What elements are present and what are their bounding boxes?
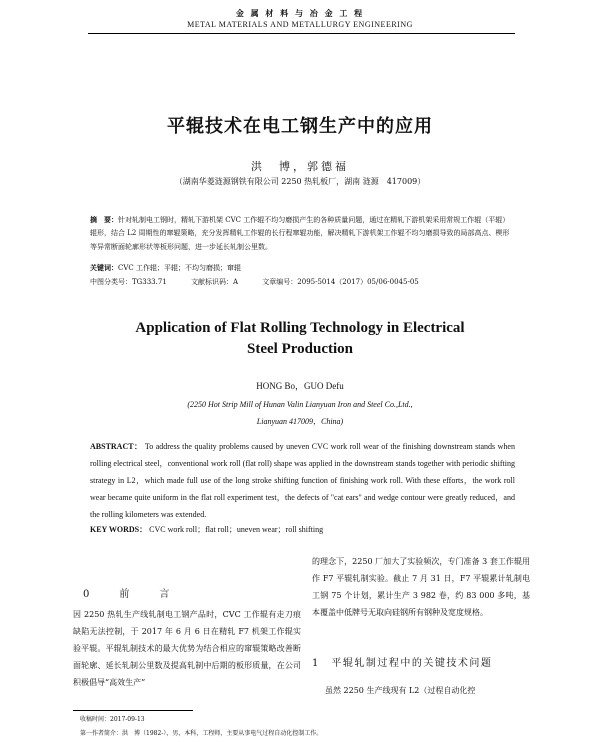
affiliation-en	[0, 396, 600, 430]
keywords-cn-text: CVC 工作辊；平辊；不均匀磨损；窜辊	[118, 264, 241, 272]
footnote-rule	[73, 710, 193, 711]
classification-cn	[90, 277, 515, 287]
paper-title-en-line2: Steel Production	[247, 341, 353, 357]
paper-title-en-line1: Application of Flat Rolling Technology in Electrical	[135, 320, 465, 336]
keywords-en-label: KEY WORDS：	[90, 525, 148, 534]
abstract-cn	[90, 213, 515, 254]
section-0-heading: 0 前 言	[83, 589, 180, 600]
affiliation-en-line1: (2250 Hot Strip Mill of Hunan Valin Lianyuan Iron and Steel Co.,Ltd.,	[187, 400, 413, 409]
keywords-cn-label: 关键词：	[90, 263, 118, 272]
authors-cn: 洪 博，郭德福	[251, 160, 349, 173]
abstract-en-label: ABSTRACT：	[90, 442, 143, 451]
abstract-en-text: To address the quality problems caused by uneven CVC work roll wear of the finishing downstream stands when rolling electrical steel，conventional work roll (flat roll) shape was applied in the downstream stands together with periodic shifting strategy in L2，which made full use of the long stroke shifting function of finishing work roll. With these efforts，the work roll wear became quite uniform in the flat roll experiment test，the defects of "cat ears" and wedge contour were greatly reduced，and the rolling kilometers was extended.	[90, 442, 515, 519]
keywords-en	[90, 524, 515, 535]
abstract-cn-text: 针对轧制电工钢时，精轧下游机架 CVC 工作辊不均匀磨损产生的各种质量问题，通过在精轧下游机架采用常规工作辊（平辊）辊形，结合 L2 周期性的窜辊策略，充分发挥精轧工作辊的长行程窜辊功能，解决精轧下游机架工作辊不均匀磨损导致的局部高点、楔形等异常断面轮廓形状等板形问题，进一步延长轧制公里数。	[90, 216, 510, 251]
header-rule	[88, 33, 515, 34]
section-1-heading: 1 平辊轧制过程中的关键技术问题	[312, 658, 493, 669]
section-0-body	[73, 606, 301, 691]
keywords-en-text: CVC work roll；flat roll；uneven wear；roll shifting	[149, 525, 324, 534]
section-1-first-line: 虽然 2250 生产线现有 L2（过程自动化控	[325, 686, 476, 695]
authors-en: HONG Bo，GUO Defu	[256, 381, 344, 391]
document-code: 文献标识码：A	[191, 278, 239, 286]
clc-number: 中图分类号：TG333.71	[90, 278, 167, 286]
journal-name-cn: 金 属 材 料 与 冶 金 工 程	[235, 8, 365, 18]
section-0-paragraph: 因 2250 热轧生产线轧制电工钢产品时，CVC 工作辊有走刀痕缺陷无法控制，于 2017 年 6 月 6 日在精轧 F7 机架工作辊实验平辊。平辊轧制技术的最大优势为结合相应的窜辊策略改善断面轮廓、延长轧制公里数及提高轧制中后期的板形质量，在公司积极倡导“高效生产”	[73, 610, 301, 687]
right-column-text: 的理念下，2250 厂加大了实验频次，专门准备 3 套工作辊用作 F7 平辊轧制实验。截止 7 月 31 日，F7 平辊累计轧制电工钢 75 个计划，累计生产 3 982 卷，约 83 000 多吨，基本覆盖中低牌号无取向硅钢所有钢种及宽度规格。	[312, 557, 530, 617]
abstract-cn-label: 摘 要：	[90, 215, 118, 224]
article-number: 文章编号：2095-5014（2017）05/06-0045-05	[262, 278, 419, 286]
paper-title-en	[0, 318, 600, 360]
author-bio: 第一作者简介：洪 博（1982-），男，本科，工程师，主要从事电气过程自动化控制工作。	[80, 730, 323, 737]
affiliation-en-line2: Lianyuan 417009，China)	[256, 417, 344, 426]
affiliation-cn: （湖南华菱涟源钢铁有限公司 2250 热轧板厂，湖南 涟源 417009）	[174, 177, 426, 186]
abstract-en	[90, 438, 515, 523]
journal-name-en: METAL MATERIALS AND METALLURGY ENGINEERING	[187, 20, 413, 29]
received-date: 收稿时间：2017-09-13	[80, 716, 145, 723]
paper-title-cn: 平辊技术在电工钢生产中的应用	[167, 116, 433, 137]
keywords-cn	[90, 263, 515, 273]
